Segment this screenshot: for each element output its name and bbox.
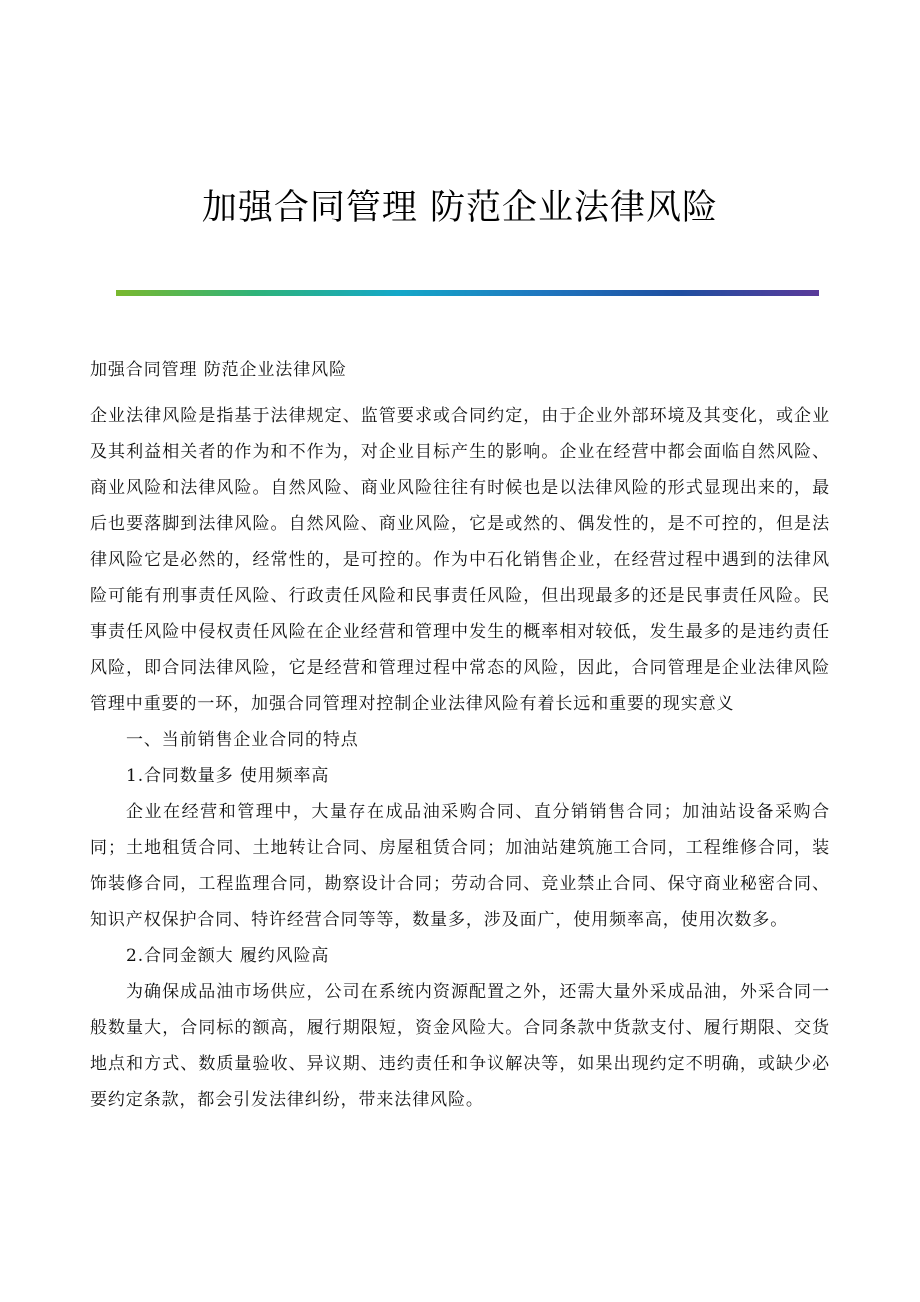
body-paragraph: 企业在经营和管理中，大量存在成品油采购合同、直分销销售合同；加油站设备采购合同；土地租赁合同、土地转让合同、房屋租赁合同；加油站建筑施工合同，工程维修合同，装饰装修合同，工程监理合同，勘察设计合同；劳动合同、竞业禁止合同、保守商业秘密合同、知识产权保护合同、特许经营合同等等，数量多，涉及面广，使用频率高，使用次数多。 — [90, 802, 830, 930]
section-heading: 一、当前销售企业合同的特点 — [126, 730, 359, 750]
subsection-heading: 1.合同数量多 使用频率高 — [126, 766, 330, 786]
document-subtitle: 加强合同管理 防范企业法律风险 — [90, 360, 347, 380]
document-body — [90, 352, 830, 1118]
title-divider — [116, 290, 819, 296]
page-title: 加强合同管理 防范企业法律风险 — [201, 188, 719, 228]
intro-paragraph: 企业法律风险是指基于法律规定、监管要求或合同约定，由于企业外部环境及其变化，或企业及其利益相关者的作为和不作为，对企业目标产生的影响。企业在经营中都会面临自然风险、商业风险和法律风险。自然风险、商业风险往往有时候也是以法律风险的形式显现出来的，最后也要落脚到法律风险。自然风险、商业风险，它是或然的、偶发性的，是不可控的，但是法律风险它是必然的，经常性的，是可控的。作为中石化销售企业，在经营过程中遇到的法律风险可能有刑事责任风险、行政责任风险和民事责任风险，但出现最多的还是民事责任风险。民事责任风险中侵权责任风险在企业经营和管理中发生的概率相对较低，发生最多的是违约责任风险，即合同法律风险，它是经营和管理过程中常态的风险，因此，合同管理是企业法律风险管理中重要的一环，加强合同管理对控制企业法律风险有着长远和重要的现实意义 — [90, 406, 830, 714]
body-paragraph: 为确保成品油市场供应，公司在系统内资源配置之外，还需大量外采成品油，外采合同一般数量大，合同标的额高，履行期限短，资金风险大。合同条款中货款支付、履行期限、交货地点和方式、数质量验收、异议期、违约责任和争议解决等，如果出现约定不明确，或缺少必要约定条款，都会引发法律纠纷，带来法律风险。 — [90, 982, 830, 1110]
subsection-heading: 2.合同金额大 履约风险高 — [126, 946, 330, 966]
